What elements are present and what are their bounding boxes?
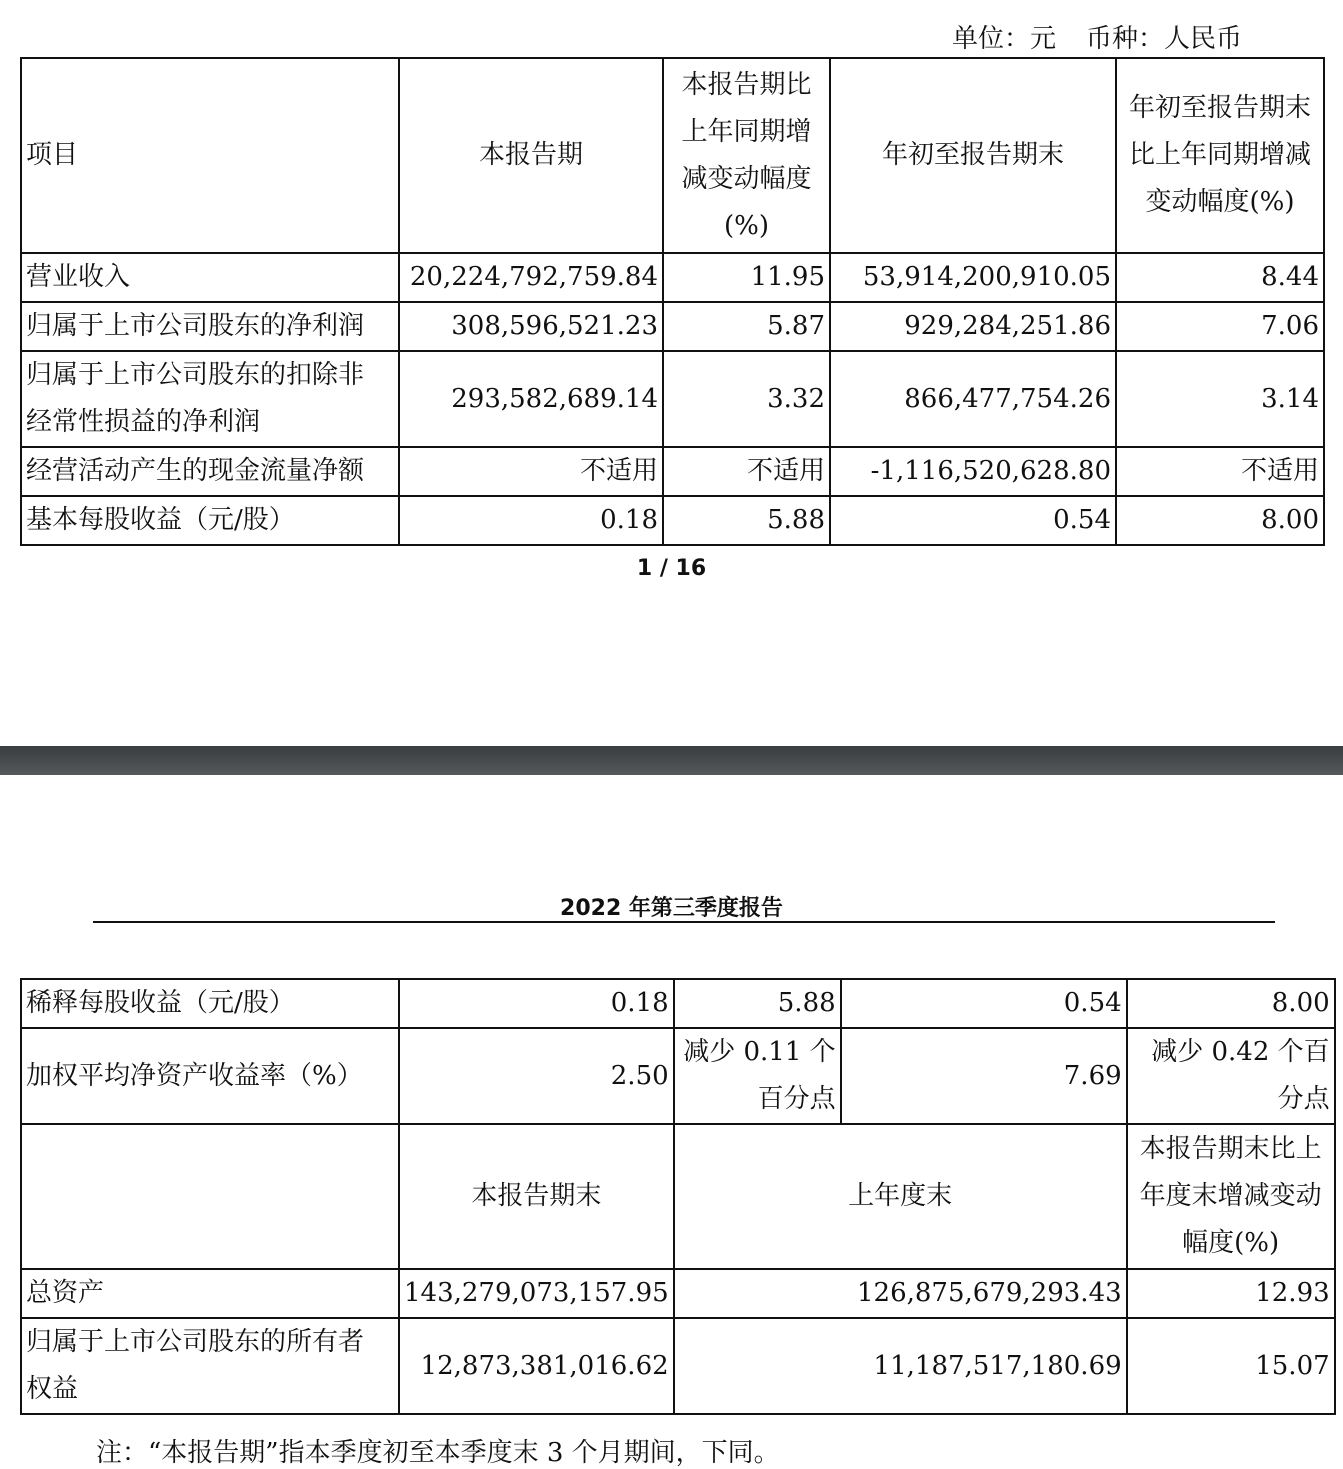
row-ytd-change [1116, 447, 1324, 496]
header-row-2 [21, 1124, 1335, 1269]
row-item-line: 加权平均净资产收益率（%） [26, 1060, 363, 1091]
row-ytd-change [1116, 351, 1324, 447]
row-current-change [674, 1028, 841, 1124]
row-item [21, 979, 399, 1028]
row-current-change-line: 百分点 [757, 1084, 836, 1114]
row-change: 12.93 [1127, 1269, 1335, 1318]
page-gap [0, 746, 1343, 775]
row-ytd-change [1116, 253, 1324, 302]
table-row [21, 253, 1324, 302]
header2-change [1127, 1124, 1335, 1269]
row-ytd: -1,116,520,628.80 [830, 447, 1116, 496]
footnote: 注：“本报告期”指本季度初至本季度末 3 个月期间，下同。 [96, 1438, 780, 1468]
header2-last-year-end: 上年度末 [674, 1124, 1127, 1269]
row-current: 0.18 [399, 496, 663, 545]
header-current: 本报告期 [399, 58, 663, 253]
row-item [21, 447, 399, 496]
row-current: 308,596,521.23 [399, 302, 663, 351]
row-current-change [663, 253, 830, 302]
row-current-change-line: 5.88 [767, 505, 825, 535]
header-ytd: 年初至报告期末 [830, 58, 1116, 253]
row-current: 不适用 [399, 447, 663, 496]
unit-label: 单位：元 [952, 24, 1057, 54]
row-ytd-change-line: 8.00 [1261, 505, 1319, 535]
table-row [21, 496, 1324, 545]
header2-period-end: 本报告期末 [399, 1124, 674, 1269]
row-item-line: 经常性损益的净利润 [26, 407, 261, 437]
row-change: 15.07 [1127, 1318, 1335, 1414]
row-ytd-change-line: 8.44 [1261, 262, 1319, 292]
header-ytd-change-line: 变动幅度(%) [1145, 187, 1295, 217]
header-current-change-line: 减变动幅度 [681, 163, 812, 194]
row-item [21, 253, 399, 302]
row-current: 2.50 [399, 1028, 674, 1124]
header2-change-line: 年度末增减变动 [1139, 1181, 1322, 1211]
unit-currency-line [952, 18, 1242, 55]
row-item [21, 1028, 399, 1124]
row-ytd-change-line: 减少 0.42 个百 [1151, 1037, 1330, 1067]
table-row [21, 447, 1324, 496]
row-last-year-end: 126,875,679,293.43 [674, 1269, 1127, 1318]
row-item [21, 1318, 399, 1414]
row-item-line: 归属于上市公司股东的净利润 [26, 311, 365, 341]
row-current-change [663, 447, 830, 496]
row-ytd-change-line: 8.00 [1271, 988, 1330, 1018]
row-item [21, 496, 399, 545]
row-item-line: 基本每股收益（元/股） [26, 505, 295, 535]
currency-label: 币种：人民币 [1086, 24, 1243, 54]
row-item-line: 归属于上市公司股东的所有者 [26, 1327, 365, 1357]
header-ytd-change [1116, 58, 1324, 253]
row-ytd-change [1127, 979, 1335, 1028]
financial-summary-table-1 [20, 57, 1325, 546]
header-current-change [663, 58, 830, 253]
row-item [21, 302, 399, 351]
header-ytd-change-line: 年初至报告期末 [1128, 93, 1311, 123]
row-current: 20,224,792,759.84 [399, 253, 663, 302]
table-row [21, 979, 1335, 1028]
row-current-change [674, 979, 841, 1028]
row-current: 293,582,689.14 [399, 351, 663, 447]
row-current-change-line: 11.95 [750, 262, 825, 292]
row-item [21, 351, 399, 447]
row-current-change-line: 5.87 [767, 311, 825, 341]
row-current-change-line: 3.32 [767, 383, 825, 414]
row-current: 0.18 [399, 979, 674, 1028]
header-ytd-change-line: 比上年同期增减 [1128, 140, 1311, 170]
row-ytd-change-line: 不适用 [1240, 456, 1319, 486]
row-ytd: 0.54 [841, 979, 1127, 1028]
row-item-line: 经营活动产生的现金流量净额 [26, 456, 365, 486]
header-item: 项目 [21, 58, 399, 253]
page-header-title: 2022 年第三季度报告 [560, 896, 783, 921]
row-ytd: 53,914,200,910.05 [830, 253, 1116, 302]
header-current-change-line: 上年同期增 [681, 116, 812, 147]
row-current-change-line: 5.88 [777, 988, 836, 1018]
row-current-change-line: 不适用 [746, 456, 825, 486]
row-current-change [663, 496, 830, 545]
table-row [21, 302, 1324, 351]
row-item-line: 营业收入 [26, 262, 131, 292]
header2-change-line: 本报告期末比上 [1139, 1134, 1322, 1164]
table-row [21, 1269, 1335, 1318]
header-current-change-line: 本报告期比 [681, 69, 812, 100]
row-last-year-end: 11,187,517,180.69 [674, 1318, 1127, 1414]
row-current-change [663, 351, 830, 447]
row-current-change [663, 302, 830, 351]
row-item-line: 归属于上市公司股东的扣除非 [26, 360, 365, 390]
row-period-end: 12,873,381,016.62 [399, 1318, 674, 1414]
row-item [21, 1269, 399, 1318]
row-ytd-change [1116, 496, 1324, 545]
page-number: 1 / 16 [636, 556, 707, 581]
row-ytd-change [1116, 302, 1324, 351]
row-period-end: 143,279,073,157.95 [399, 1269, 674, 1318]
row-item-line: 总资产 [26, 1278, 105, 1308]
header-current-change-line: (%) [724, 210, 769, 241]
row-ytd: 929,284,251.86 [830, 302, 1116, 351]
table-row [21, 1028, 1335, 1124]
row-ytd: 0.54 [830, 496, 1116, 545]
header2-change-line: 幅度(%) [1182, 1228, 1280, 1258]
row-current-change-line: 减少 0.11 个 [683, 1037, 836, 1067]
row-item-line: 权益 [26, 1374, 79, 1404]
row-ytd-change [1127, 1028, 1335, 1124]
header-row [21, 58, 1324, 253]
row-item-line: 稀释每股收益（元/股） [26, 988, 295, 1018]
header-rule [93, 921, 1275, 923]
row-ytd-change-line: 7.06 [1261, 311, 1319, 341]
table-row [21, 1318, 1335, 1414]
table-row [21, 351, 1324, 447]
row-ytd: 866,477,754.26 [830, 351, 1116, 447]
row-ytd-change-line: 分点 [1277, 1084, 1330, 1114]
row-ytd-change-line: 3.14 [1261, 383, 1319, 414]
header2-item [21, 1124, 399, 1269]
row-ytd: 7.69 [841, 1028, 1127, 1124]
financial-summary-table-2 [20, 978, 1336, 1415]
